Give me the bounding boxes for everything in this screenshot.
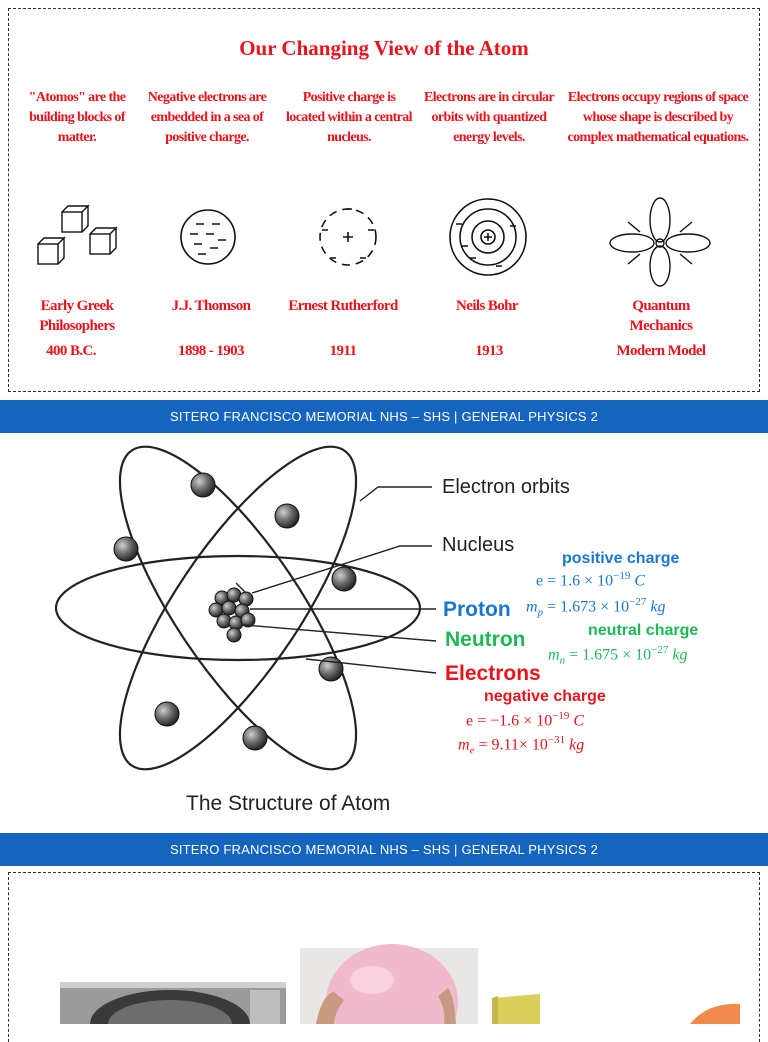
electron-charge-equation: $e = -1.6 \times 10^{-19}$ C <box>466 710 585 730</box>
model-description: "Atomos" are the building blocks of matter. <box>28 90 126 145</box>
model-description: Electrons occupy regions of space whose shape is described by complex mathematical equations. <box>567 90 749 145</box>
label-nucleus: Nucleus <box>442 534 515 556</box>
footer-banner: SITERO FRANCISCO MEMORIAL NHS – SHS | GENERAL PHYSICS 2 <box>0 400 768 433</box>
scientist-name: Quantum Mechanics <box>629 298 693 334</box>
label-proton: Proton <box>443 598 511 621</box>
paper-sheet-photo <box>492 994 540 1024</box>
model-year: 1913 <box>475 343 503 359</box>
footer-banner: SITERO FRANCISCO MEMORIAL NHS – SHS | GENERAL PHYSICS 2 <box>0 833 768 866</box>
nucleus <box>209 588 255 642</box>
scientist-name: Neils Bohr <box>456 298 518 314</box>
proton-charge-equation: $e = 1.6 \times 10^{-19}$ C <box>536 570 646 590</box>
structure-title: The Structure of Atom <box>186 792 391 815</box>
scientist-name: Ernest Rutherford <box>288 298 398 314</box>
cubes-icon <box>38 206 116 264</box>
model-description: Electrons are in circular orbits with quantized energy levels. <box>423 90 555 145</box>
model-description: Positive charge is located within a central nucleus. <box>286 90 412 145</box>
label-electrons: Electrons <box>445 662 541 685</box>
model-year: Modern Model <box>616 343 706 359</box>
timeline-title: Our Changing View of the Atom <box>239 36 529 60</box>
model-year: 1911 <box>329 343 357 359</box>
label-neutron: Neutron <box>445 628 526 651</box>
neutron-charge-label: neutral charge <box>588 622 699 639</box>
model-year: 1898 - 1903 <box>178 343 244 359</box>
model-description: Negative electrons are embedded in a sea of positive charge. <box>147 90 267 145</box>
nuclear-model-icon <box>320 209 376 265</box>
model-year: 400 B.C. <box>46 343 96 359</box>
neutron-mass-equation: $m_n = 1.675 \times 10^{-27}$ kg <box>548 644 688 667</box>
scientist-name: J.J. Thomson <box>171 298 251 314</box>
label-electron-orbits: Electron orbits <box>442 476 570 498</box>
proton-mass-equation: $m_p = 1.673 \times 10^{-27}$ kg <box>526 596 666 619</box>
atomic-model-illustrations <box>0 196 768 292</box>
scientist-name: Early Greek Philosophers <box>39 298 115 334</box>
orbital-model-icon <box>610 198 710 286</box>
plum-pudding-icon <box>181 210 235 264</box>
proton-charge-label: positive charge <box>562 550 680 567</box>
example-photos <box>0 940 768 1024</box>
electron-charge-label: negative charge <box>484 688 606 705</box>
washing-machine-photo <box>60 982 286 1024</box>
bohr-model-icon <box>450 199 526 275</box>
balloon-photo <box>300 944 478 1024</box>
comb-photo <box>690 1004 740 1024</box>
electron-mass-equation: $m_e = 9.11\times 10^{-31}$ kg <box>458 734 585 757</box>
